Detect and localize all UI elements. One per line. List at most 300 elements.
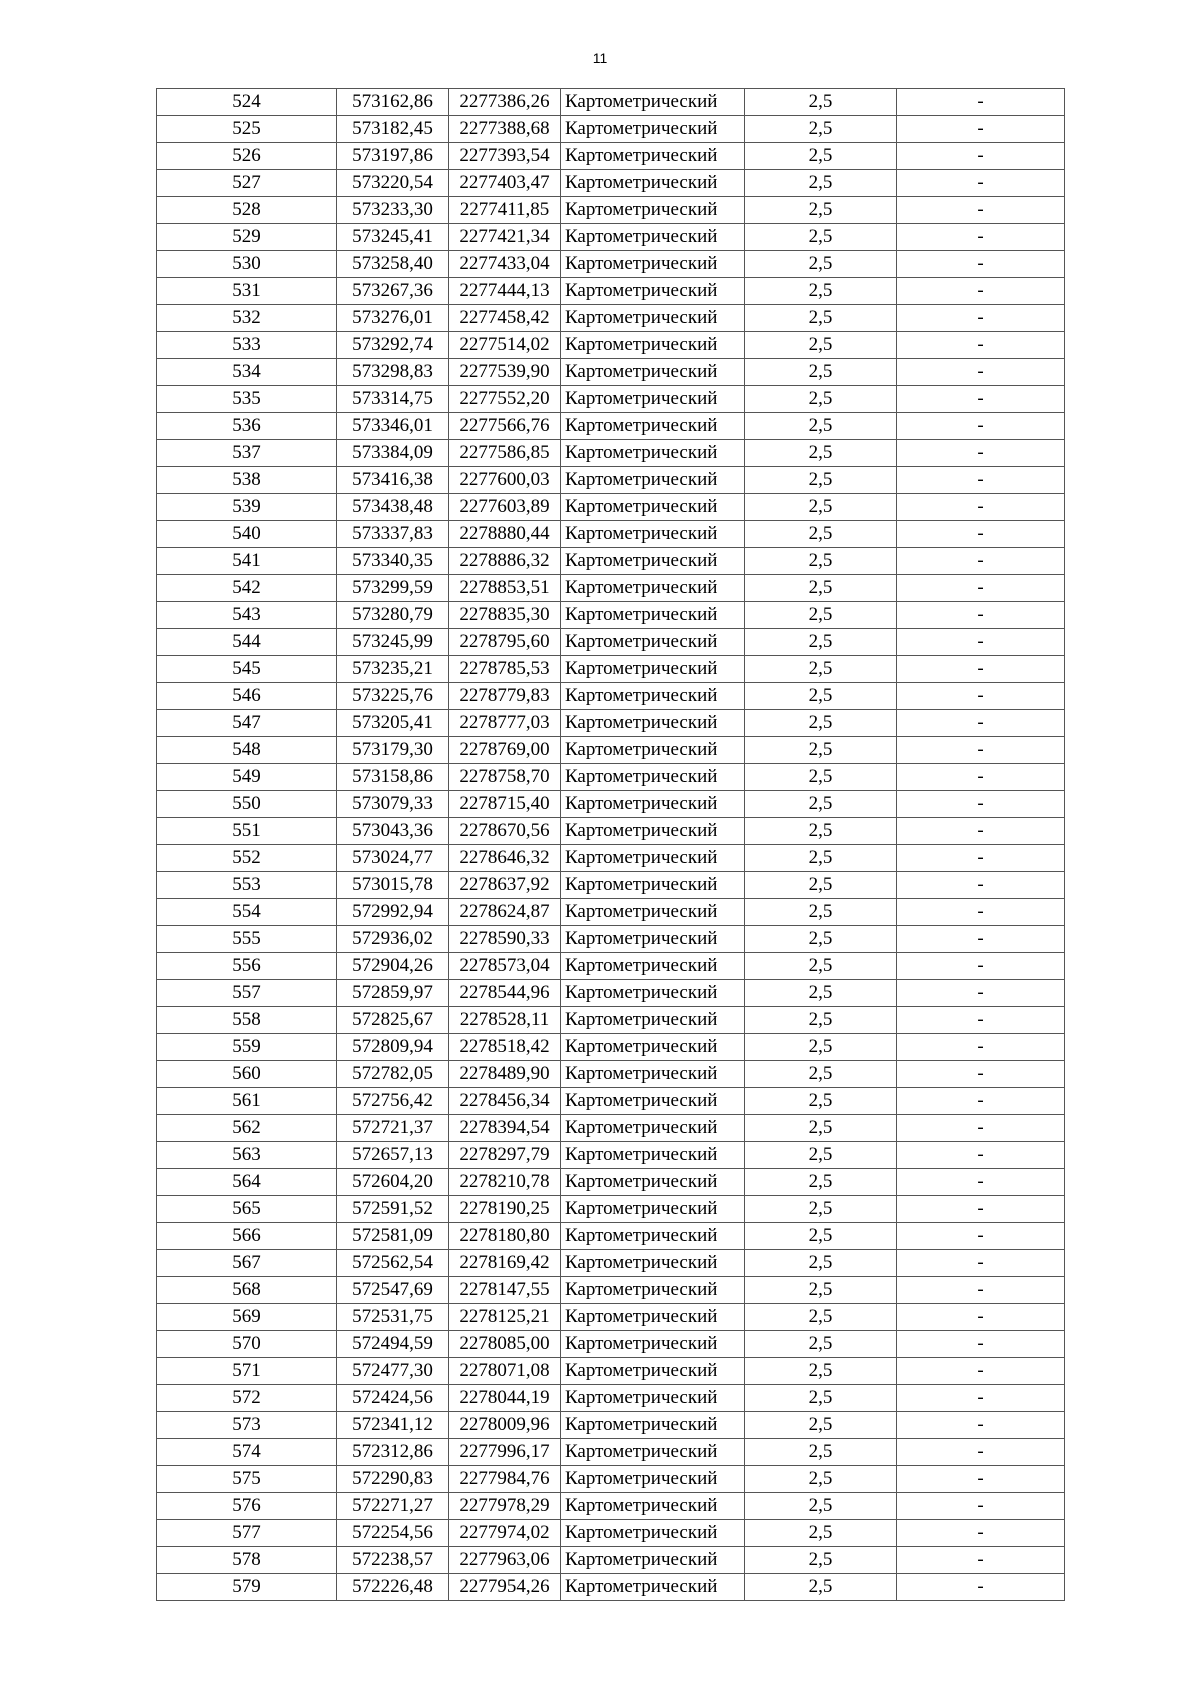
accuracy-cell: 2,5: [745, 1304, 897, 1331]
x-coordinate-cell: 573280,79: [337, 602, 449, 629]
method-cell: Картометрический: [561, 1439, 745, 1466]
table-row: [157, 791, 1065, 818]
point-number-cell: 558: [157, 1007, 337, 1034]
x-coordinate-cell: 573258,40: [337, 251, 449, 278]
accuracy-cell: 2,5: [745, 359, 897, 386]
point-number-cell: 561: [157, 1088, 337, 1115]
x-coordinate-cell: 572424,56: [337, 1385, 449, 1412]
point-number-cell: 574: [157, 1439, 337, 1466]
point-number-cell: 557: [157, 980, 337, 1007]
method-cell: Картометрический: [561, 1574, 745, 1601]
note-cell: -: [897, 467, 1065, 494]
x-coordinate-cell: 573346,01: [337, 413, 449, 440]
method-cell: Картометрический: [561, 845, 745, 872]
point-number-cell: 540: [157, 521, 337, 548]
point-number-cell: 576: [157, 1493, 337, 1520]
y-coordinate-cell: 2278590,33: [449, 926, 561, 953]
table-row: [157, 683, 1065, 710]
x-coordinate-cell: 573384,09: [337, 440, 449, 467]
method-cell: Картометрический: [561, 170, 745, 197]
accuracy-cell: 2,5: [745, 305, 897, 332]
y-coordinate-cell: 2278009,96: [449, 1412, 561, 1439]
x-coordinate-cell: 573225,76: [337, 683, 449, 710]
note-cell: -: [897, 1412, 1065, 1439]
table-row: [157, 1007, 1065, 1034]
note-cell: -: [897, 683, 1065, 710]
y-coordinate-cell: 2277996,17: [449, 1439, 561, 1466]
x-coordinate-cell: 573233,30: [337, 197, 449, 224]
point-number-cell: 525: [157, 116, 337, 143]
point-number-cell: 534: [157, 359, 337, 386]
accuracy-cell: 2,5: [745, 1142, 897, 1169]
table-row: [157, 305, 1065, 332]
note-cell: -: [897, 1439, 1065, 1466]
note-cell: -: [897, 872, 1065, 899]
y-coordinate-cell: 2277566,76: [449, 413, 561, 440]
note-cell: -: [897, 1142, 1065, 1169]
table-row: [157, 1034, 1065, 1061]
x-coordinate-cell: 572547,69: [337, 1277, 449, 1304]
note-cell: -: [897, 386, 1065, 413]
table-row: [157, 1196, 1065, 1223]
accuracy-cell: 2,5: [745, 521, 897, 548]
table-row: [157, 278, 1065, 305]
method-cell: Картометрический: [561, 575, 745, 602]
method-cell: Картометрический: [561, 548, 745, 575]
note-cell: -: [897, 143, 1065, 170]
table-row: [157, 1331, 1065, 1358]
table-row: [157, 953, 1065, 980]
accuracy-cell: 2,5: [745, 980, 897, 1007]
point-number-cell: 570: [157, 1331, 337, 1358]
point-number-cell: 578: [157, 1547, 337, 1574]
x-coordinate-cell: 572992,94: [337, 899, 449, 926]
note-cell: -: [897, 899, 1065, 926]
method-cell: Картометрический: [561, 1547, 745, 1574]
method-cell: Картометрический: [561, 683, 745, 710]
table-row: [157, 1574, 1065, 1601]
y-coordinate-cell: 2278071,08: [449, 1358, 561, 1385]
point-number-cell: 575: [157, 1466, 337, 1493]
y-coordinate-cell: 2277600,03: [449, 467, 561, 494]
coordinates-table-body: [157, 89, 1065, 1601]
table-row: [157, 440, 1065, 467]
accuracy-cell: 2,5: [745, 575, 897, 602]
note-cell: -: [897, 1115, 1065, 1142]
x-coordinate-cell: 573340,35: [337, 548, 449, 575]
y-coordinate-cell: 2278637,92: [449, 872, 561, 899]
note-cell: -: [897, 1169, 1065, 1196]
method-cell: Картометрический: [561, 467, 745, 494]
y-coordinate-cell: 2277411,85: [449, 197, 561, 224]
x-coordinate-cell: 573205,41: [337, 710, 449, 737]
x-coordinate-cell: 573267,36: [337, 278, 449, 305]
note-cell: -: [897, 224, 1065, 251]
method-cell: Картометрический: [561, 1088, 745, 1115]
x-coordinate-cell: 573299,59: [337, 575, 449, 602]
note-cell: -: [897, 656, 1065, 683]
table-row: [157, 1547, 1065, 1574]
accuracy-cell: 2,5: [745, 116, 897, 143]
table-row: [157, 359, 1065, 386]
x-coordinate-cell: 572341,12: [337, 1412, 449, 1439]
point-number-cell: 542: [157, 575, 337, 602]
note-cell: -: [897, 737, 1065, 764]
x-coordinate-cell: 572238,57: [337, 1547, 449, 1574]
table-row: [157, 386, 1065, 413]
point-number-cell: 535: [157, 386, 337, 413]
note-cell: -: [897, 710, 1065, 737]
note-cell: -: [897, 818, 1065, 845]
method-cell: Картометрический: [561, 629, 745, 656]
accuracy-cell: 2,5: [745, 791, 897, 818]
table-row: [157, 1493, 1065, 1520]
point-number-cell: 560: [157, 1061, 337, 1088]
y-coordinate-cell: 2278297,79: [449, 1142, 561, 1169]
method-cell: Картометрический: [561, 278, 745, 305]
method-cell: Картометрический: [561, 440, 745, 467]
point-number-cell: 562: [157, 1115, 337, 1142]
accuracy-cell: 2,5: [745, 764, 897, 791]
y-coordinate-cell: 2277388,68: [449, 116, 561, 143]
method-cell: Картометрический: [561, 1250, 745, 1277]
method-cell: Картометрический: [561, 1385, 745, 1412]
method-cell: Картометрический: [561, 1331, 745, 1358]
method-cell: Картометрический: [561, 197, 745, 224]
method-cell: Картометрический: [561, 656, 745, 683]
note-cell: -: [897, 1574, 1065, 1601]
x-coordinate-cell: 573024,77: [337, 845, 449, 872]
point-number-cell: 545: [157, 656, 337, 683]
table-row: [157, 710, 1065, 737]
y-coordinate-cell: 2278169,42: [449, 1250, 561, 1277]
note-cell: -: [897, 278, 1065, 305]
table-row: [157, 332, 1065, 359]
x-coordinate-cell: 572809,94: [337, 1034, 449, 1061]
note-cell: -: [897, 575, 1065, 602]
point-number-cell: 551: [157, 818, 337, 845]
accuracy-cell: 2,5: [745, 143, 897, 170]
method-cell: Картометрический: [561, 737, 745, 764]
table-row: [157, 413, 1065, 440]
note-cell: -: [897, 359, 1065, 386]
table-row: [157, 251, 1065, 278]
point-number-cell: 536: [157, 413, 337, 440]
x-coordinate-cell: 573438,48: [337, 494, 449, 521]
x-coordinate-cell: 573276,01: [337, 305, 449, 332]
point-number-cell: 579: [157, 1574, 337, 1601]
table-row: [157, 1439, 1065, 1466]
y-coordinate-cell: 2277386,26: [449, 89, 561, 116]
point-number-cell: 548: [157, 737, 337, 764]
note-cell: -: [897, 116, 1065, 143]
method-cell: Картометрический: [561, 818, 745, 845]
table-row: [157, 1088, 1065, 1115]
table-row: [157, 197, 1065, 224]
point-number-cell: 532: [157, 305, 337, 332]
method-cell: Картометрический: [561, 1007, 745, 1034]
table-row: [157, 1304, 1065, 1331]
note-cell: -: [897, 1547, 1065, 1574]
method-cell: Картометрический: [561, 1223, 745, 1250]
y-coordinate-cell: 2278394,54: [449, 1115, 561, 1142]
y-coordinate-cell: 2277603,89: [449, 494, 561, 521]
note-cell: -: [897, 1061, 1065, 1088]
accuracy-cell: 2,5: [745, 1250, 897, 1277]
y-coordinate-cell: 2278670,56: [449, 818, 561, 845]
table-row: [157, 926, 1065, 953]
x-coordinate-cell: 573220,54: [337, 170, 449, 197]
accuracy-cell: 2,5: [745, 845, 897, 872]
y-coordinate-cell: 2278715,40: [449, 791, 561, 818]
accuracy-cell: 2,5: [745, 1439, 897, 1466]
method-cell: Картометрический: [561, 710, 745, 737]
note-cell: -: [897, 1493, 1065, 1520]
x-coordinate-cell: 572591,52: [337, 1196, 449, 1223]
accuracy-cell: 2,5: [745, 872, 897, 899]
note-cell: -: [897, 980, 1065, 1007]
accuracy-cell: 2,5: [745, 1007, 897, 1034]
method-cell: Картометрический: [561, 1142, 745, 1169]
table-row: [157, 818, 1065, 845]
accuracy-cell: 2,5: [745, 467, 897, 494]
x-coordinate-cell: 572657,13: [337, 1142, 449, 1169]
x-coordinate-cell: 573337,83: [337, 521, 449, 548]
point-number-cell: 533: [157, 332, 337, 359]
accuracy-cell: 2,5: [745, 1493, 897, 1520]
x-coordinate-cell: 573182,45: [337, 116, 449, 143]
point-number-cell: 577: [157, 1520, 337, 1547]
accuracy-cell: 2,5: [745, 413, 897, 440]
note-cell: -: [897, 1088, 1065, 1115]
table-row: [157, 980, 1065, 1007]
point-number-cell: 537: [157, 440, 337, 467]
table-row: [157, 1061, 1065, 1088]
accuracy-cell: 2,5: [745, 1412, 897, 1439]
note-cell: -: [897, 1520, 1065, 1547]
accuracy-cell: 2,5: [745, 926, 897, 953]
point-number-cell: 529: [157, 224, 337, 251]
y-coordinate-cell: 2278880,44: [449, 521, 561, 548]
method-cell: Картометрический: [561, 602, 745, 629]
accuracy-cell: 2,5: [745, 386, 897, 413]
table-row: [157, 89, 1065, 116]
y-coordinate-cell: 2278190,25: [449, 1196, 561, 1223]
coordinates-table: [156, 88, 1065, 1601]
page-number: 11: [592, 50, 608, 66]
method-cell: Картометрический: [561, 1115, 745, 1142]
table-row: [157, 224, 1065, 251]
point-number-cell: 554: [157, 899, 337, 926]
accuracy-cell: 2,5: [745, 1196, 897, 1223]
accuracy-cell: 2,5: [745, 440, 897, 467]
accuracy-cell: 2,5: [745, 251, 897, 278]
method-cell: Картометрический: [561, 899, 745, 926]
accuracy-cell: 2,5: [745, 548, 897, 575]
y-coordinate-cell: 2277444,13: [449, 278, 561, 305]
x-coordinate-cell: 572477,30: [337, 1358, 449, 1385]
point-number-cell: 538: [157, 467, 337, 494]
accuracy-cell: 2,5: [745, 737, 897, 764]
y-coordinate-cell: 2278573,04: [449, 953, 561, 980]
y-coordinate-cell: 2278085,00: [449, 1331, 561, 1358]
table-row: [157, 1520, 1065, 1547]
point-number-cell: 524: [157, 89, 337, 116]
point-number-cell: 565: [157, 1196, 337, 1223]
point-number-cell: 526: [157, 143, 337, 170]
x-coordinate-cell: 572254,56: [337, 1520, 449, 1547]
x-coordinate-cell: 572825,67: [337, 1007, 449, 1034]
point-number-cell: 550: [157, 791, 337, 818]
y-coordinate-cell: 2277514,02: [449, 332, 561, 359]
accuracy-cell: 2,5: [745, 1223, 897, 1250]
point-number-cell: 541: [157, 548, 337, 575]
note-cell: -: [897, 170, 1065, 197]
table-row: [157, 548, 1065, 575]
point-number-cell: 563: [157, 1142, 337, 1169]
x-coordinate-cell: 572756,42: [337, 1088, 449, 1115]
y-coordinate-cell: 2278795,60: [449, 629, 561, 656]
y-coordinate-cell: 2278456,34: [449, 1088, 561, 1115]
x-coordinate-cell: 573043,36: [337, 818, 449, 845]
method-cell: Картометрический: [561, 872, 745, 899]
y-coordinate-cell: 2278489,90: [449, 1061, 561, 1088]
accuracy-cell: 2,5: [745, 1520, 897, 1547]
y-coordinate-cell: 2278835,30: [449, 602, 561, 629]
table-row: [157, 629, 1065, 656]
accuracy-cell: 2,5: [745, 1358, 897, 1385]
method-cell: Картометрический: [561, 521, 745, 548]
x-coordinate-cell: 572721,37: [337, 1115, 449, 1142]
method-cell: Картометрический: [561, 1493, 745, 1520]
note-cell: -: [897, 1331, 1065, 1358]
x-coordinate-cell: 573179,30: [337, 737, 449, 764]
method-cell: Картометрический: [561, 926, 745, 953]
accuracy-cell: 2,5: [745, 197, 897, 224]
point-number-cell: 568: [157, 1277, 337, 1304]
accuracy-cell: 2,5: [745, 1169, 897, 1196]
table-row: [157, 845, 1065, 872]
note-cell: -: [897, 251, 1065, 278]
point-number-cell: 566: [157, 1223, 337, 1250]
y-coordinate-cell: 2277458,42: [449, 305, 561, 332]
point-number-cell: 559: [157, 1034, 337, 1061]
table-row: [157, 1250, 1065, 1277]
point-number-cell: 569: [157, 1304, 337, 1331]
y-coordinate-cell: 2278125,21: [449, 1304, 561, 1331]
x-coordinate-cell: 573245,41: [337, 224, 449, 251]
method-cell: Картометрический: [561, 359, 745, 386]
x-coordinate-cell: 572859,97: [337, 980, 449, 1007]
y-coordinate-cell: 2278544,96: [449, 980, 561, 1007]
table-row: [157, 467, 1065, 494]
table-row: [157, 764, 1065, 791]
note-cell: -: [897, 1385, 1065, 1412]
method-cell: Картометрический: [561, 143, 745, 170]
method-cell: Картометрический: [561, 116, 745, 143]
y-coordinate-cell: 2277954,26: [449, 1574, 561, 1601]
table-row: [157, 494, 1065, 521]
point-number-cell: 549: [157, 764, 337, 791]
method-cell: Картометрический: [561, 332, 745, 359]
x-coordinate-cell: 572904,26: [337, 953, 449, 980]
y-coordinate-cell: 2277974,02: [449, 1520, 561, 1547]
table-row: [157, 1466, 1065, 1493]
note-cell: -: [897, 548, 1065, 575]
y-coordinate-cell: 2277393,54: [449, 143, 561, 170]
method-cell: Картометрический: [561, 1034, 745, 1061]
note-cell: -: [897, 1466, 1065, 1493]
y-coordinate-cell: 2278518,42: [449, 1034, 561, 1061]
note-cell: -: [897, 1250, 1065, 1277]
table-row: [157, 1223, 1065, 1250]
y-coordinate-cell: 2278180,80: [449, 1223, 561, 1250]
y-coordinate-cell: 2277539,90: [449, 359, 561, 386]
note-cell: -: [897, 89, 1065, 116]
method-cell: Картометрический: [561, 1169, 745, 1196]
x-coordinate-cell: 572936,02: [337, 926, 449, 953]
method-cell: Картометрический: [561, 305, 745, 332]
accuracy-cell: 2,5: [745, 1061, 897, 1088]
x-coordinate-cell: 572271,27: [337, 1493, 449, 1520]
y-coordinate-cell: 2278853,51: [449, 575, 561, 602]
note-cell: -: [897, 332, 1065, 359]
method-cell: Картометрический: [561, 413, 745, 440]
x-coordinate-cell: 573416,38: [337, 467, 449, 494]
table-row: [157, 737, 1065, 764]
x-coordinate-cell: 572604,20: [337, 1169, 449, 1196]
accuracy-cell: 2,5: [745, 953, 897, 980]
method-cell: Картометрический: [561, 764, 745, 791]
accuracy-cell: 2,5: [745, 89, 897, 116]
point-number-cell: 552: [157, 845, 337, 872]
point-number-cell: 530: [157, 251, 337, 278]
x-coordinate-cell: 572581,09: [337, 1223, 449, 1250]
method-cell: Картометрический: [561, 791, 745, 818]
note-cell: -: [897, 845, 1065, 872]
method-cell: Картометрический: [561, 1304, 745, 1331]
table-row: [157, 1169, 1065, 1196]
x-coordinate-cell: 573162,86: [337, 89, 449, 116]
accuracy-cell: 2,5: [745, 656, 897, 683]
method-cell: Картометрический: [561, 1520, 745, 1547]
x-coordinate-cell: 572494,59: [337, 1331, 449, 1358]
table-row: [157, 1412, 1065, 1439]
point-number-cell: 572: [157, 1385, 337, 1412]
table-row: [157, 1142, 1065, 1169]
note-cell: -: [897, 521, 1065, 548]
y-coordinate-cell: 2278147,55: [449, 1277, 561, 1304]
x-coordinate-cell: 572562,54: [337, 1250, 449, 1277]
table-row: [157, 899, 1065, 926]
x-coordinate-cell: 573235,21: [337, 656, 449, 683]
x-coordinate-cell: 573079,33: [337, 791, 449, 818]
accuracy-cell: 2,5: [745, 494, 897, 521]
method-cell: Картометрический: [561, 1358, 745, 1385]
note-cell: -: [897, 1277, 1065, 1304]
point-number-cell: 553: [157, 872, 337, 899]
note-cell: -: [897, 602, 1065, 629]
table-row: [157, 656, 1065, 683]
note-cell: -: [897, 764, 1065, 791]
x-coordinate-cell: 572531,75: [337, 1304, 449, 1331]
y-coordinate-cell: 2277984,76: [449, 1466, 561, 1493]
x-coordinate-cell: 573245,99: [337, 629, 449, 656]
note-cell: -: [897, 953, 1065, 980]
y-coordinate-cell: 2278646,32: [449, 845, 561, 872]
method-cell: Картометрический: [561, 953, 745, 980]
y-coordinate-cell: 2278624,87: [449, 899, 561, 926]
